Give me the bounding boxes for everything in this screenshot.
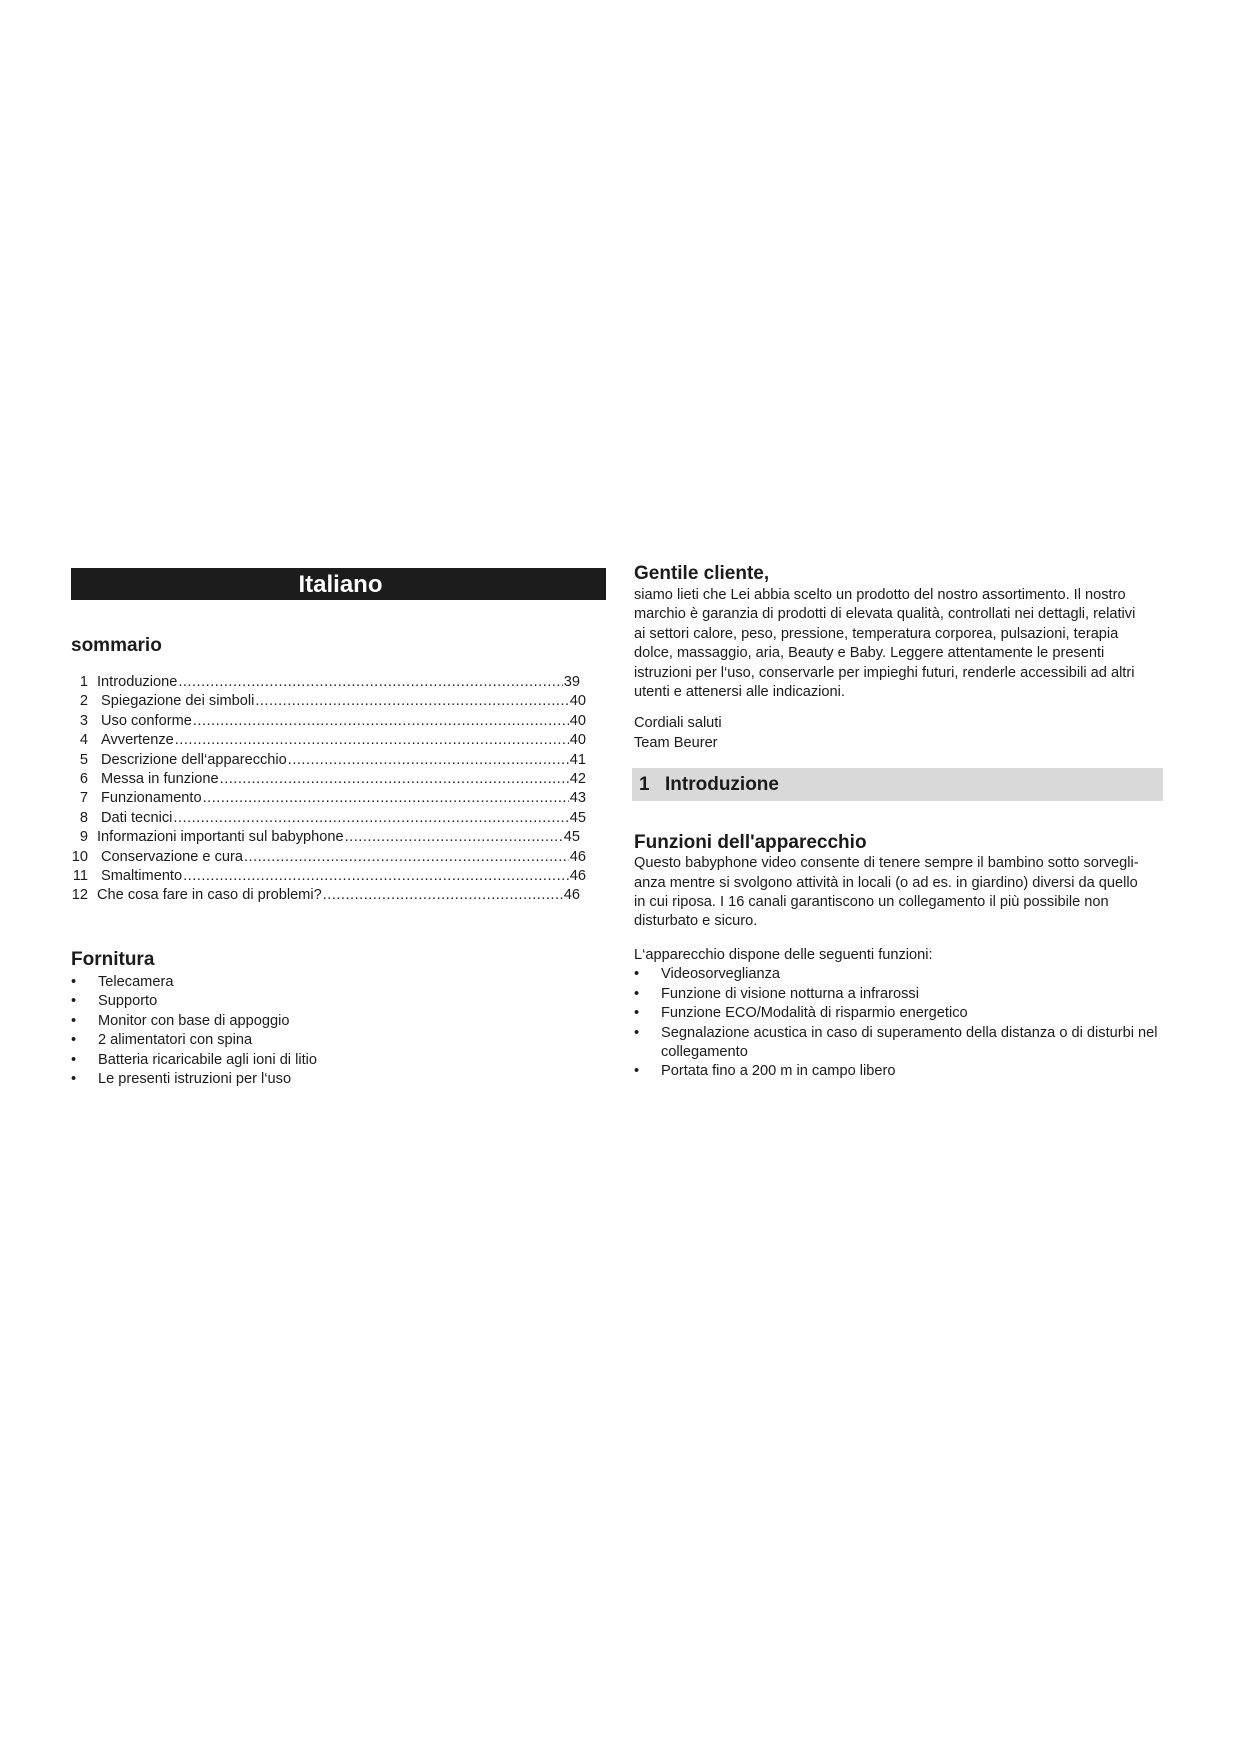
toc-label: Descrizione dell‘apparecchio — [101, 751, 287, 768]
toc-page: 40 — [569, 732, 586, 749]
toc-row[interactable] — [71, 751, 606, 770]
toc-leader — [193, 712, 569, 731]
toc-leader — [244, 848, 569, 867]
list-item: • Videosorveglianza — [634, 965, 1169, 984]
signature-name: Team Beurer — [634, 734, 718, 751]
list-item: • 2 alimentatori con spina — [71, 1031, 606, 1050]
toc-page: 46 — [569, 868, 586, 885]
toc-page: 39 — [563, 674, 580, 690]
left-column — [71, 568, 606, 1089]
toc-leader — [288, 751, 569, 770]
toc-row[interactable] — [71, 809, 606, 828]
list-item: • Portata fino a 200 m in campo libero — [634, 1062, 1169, 1081]
list-item: • Funzione di visione notturna a infrarossi — [634, 985, 1169, 1004]
text-line: utenti e attenersi alle indicazioni. — [634, 684, 845, 701]
toc-label: Funzionamento — [101, 790, 202, 807]
toc-label: Smaltimento — [101, 868, 183, 885]
toc-leader — [255, 692, 568, 711]
text-line: ai settori calore, peso, pressione, temperatura corporea, pulsazioni, terapia — [634, 625, 1119, 642]
list-item: • Le presenti istruzioni per l‘uso — [71, 1070, 606, 1089]
toc-label: Messa in funzione — [101, 771, 219, 788]
toc-number: 4 — [79, 732, 88, 749]
list-item: • Segnalazione acustica in caso di superamento della distanza o di disturbi nel collegamento — [634, 1024, 1169, 1063]
supply-list — [71, 973, 606, 1089]
toc-page: 46 — [569, 848, 586, 865]
toc-row[interactable] — [71, 712, 606, 731]
toc-page: 45 — [563, 829, 580, 846]
toc-label: Introduzione — [97, 674, 178, 690]
toc-row[interactable] — [71, 789, 606, 808]
toc-number: 11 — [72, 868, 88, 885]
list-item: • Supporto — [71, 992, 606, 1011]
language-banner — [71, 568, 606, 600]
text-line: Questo babyphone video consente di tenere sempre il bambino sotto sorvegli- — [634, 855, 1139, 872]
toc-leader — [178, 673, 562, 692]
toc-row[interactable] — [71, 673, 606, 692]
toc-leader — [175, 731, 569, 750]
toc-leader — [345, 828, 563, 847]
toc-number: 10 — [71, 848, 88, 865]
list-item: • Monitor con base di appoggio — [71, 1012, 606, 1031]
toc-number: 3 — [79, 712, 88, 729]
toc-label: Dati tecnici — [101, 809, 173, 826]
toc-row[interactable] — [71, 848, 606, 867]
signature — [634, 714, 1169, 753]
text-line: siamo lieti che Lei abbia scelto un prodotto del nostro assortimento. Il nostro — [634, 587, 1126, 603]
toc-row[interactable] — [71, 692, 606, 711]
toc-label: Spiegazione dei simboli — [101, 693, 255, 710]
toc-number: 5 — [79, 751, 88, 768]
toc-page: 42 — [569, 771, 586, 788]
greeting-paragraph — [634, 586, 1169, 702]
list-item: • Funzione ECO/Modalità di risparmio energetico — [634, 1004, 1169, 1023]
greeting-heading: Gentile cliente, — [634, 563, 770, 584]
toc-row[interactable] — [71, 828, 606, 847]
list-item: • Batteria ricaricabile agli ioni di litio — [71, 1051, 606, 1070]
toc-heading: sommario — [71, 635, 162, 656]
toc-leader — [173, 809, 568, 828]
toc-page: 40 — [569, 712, 586, 729]
toc-page: 46 — [563, 887, 580, 904]
toc-number: 9 — [79, 829, 88, 846]
toc-label: Informazioni importanti sul babyphone — [97, 829, 344, 846]
list-item: • Telecamera — [71, 973, 606, 992]
right-column — [634, 562, 1169, 1082]
toc-leader — [220, 770, 569, 789]
toc-number: 2 — [79, 693, 88, 710]
supply-heading: Fornitura — [71, 948, 155, 970]
toc-page: 40 — [569, 693, 586, 710]
toc-row[interactable] — [71, 770, 606, 789]
toc-number: 12 — [71, 887, 88, 904]
toc-leader — [323, 886, 563, 905]
language-label: Italiano — [298, 571, 383, 598]
closing-line: Cordiali saluti — [634, 715, 722, 732]
text-line: in cui riposa. I 16 canali garantiscono un collegamento il più possibile non — [634, 894, 1109, 911]
toc-label: Avvertenze — [101, 732, 174, 749]
toc-row[interactable] — [71, 867, 606, 886]
toc-row[interactable] — [71, 731, 606, 750]
toc-leader — [183, 867, 569, 886]
functions-paragraph — [634, 854, 1169, 932]
toc-label: Conservazione e cura — [101, 848, 243, 865]
text-line: marchio è garanzia di prodotti di elevata qualità, controllati nei dettagli, relativi — [634, 606, 1136, 623]
section-title: Introduzione — [665, 774, 779, 796]
toc-number: 7 — [79, 790, 88, 807]
toc-number: 8 — [79, 809, 88, 826]
toc-page: 43 — [569, 790, 586, 807]
section-number: 1 — [639, 774, 650, 796]
text-line: dolce, massaggio, aria, Beauty e Baby. Leggere attentamente le presenti — [634, 645, 1105, 662]
toc-leader — [203, 789, 569, 808]
text-line: disturbato e sicuro. — [634, 913, 758, 930]
features-intro: L‘apparecchio dispone delle seguenti funzioni: — [634, 946, 933, 963]
functions-heading: Funzioni dell'apparecchio — [634, 832, 867, 854]
toc-number: 1 — [79, 674, 88, 690]
toc-page: 45 — [569, 809, 586, 826]
toc-number: 6 — [79, 771, 88, 788]
toc-label: Uso conforme — [101, 712, 192, 729]
section-heading-bar — [632, 768, 1163, 801]
text-line: istruzioni per l‘uso, conservarle per impieghi futuri, renderle accessibili ad altri — [634, 664, 1135, 681]
features-list — [634, 965, 1169, 1081]
text-line: anza mentre si svolgono attività in locali (o ad es. in giardino) diversi da quello — [634, 874, 1138, 891]
toc-row[interactable] — [71, 886, 606, 905]
toc-label: Che cosa fare in caso di problemi? — [97, 887, 322, 904]
table-of-contents — [71, 673, 606, 906]
toc-page: 41 — [569, 751, 586, 768]
